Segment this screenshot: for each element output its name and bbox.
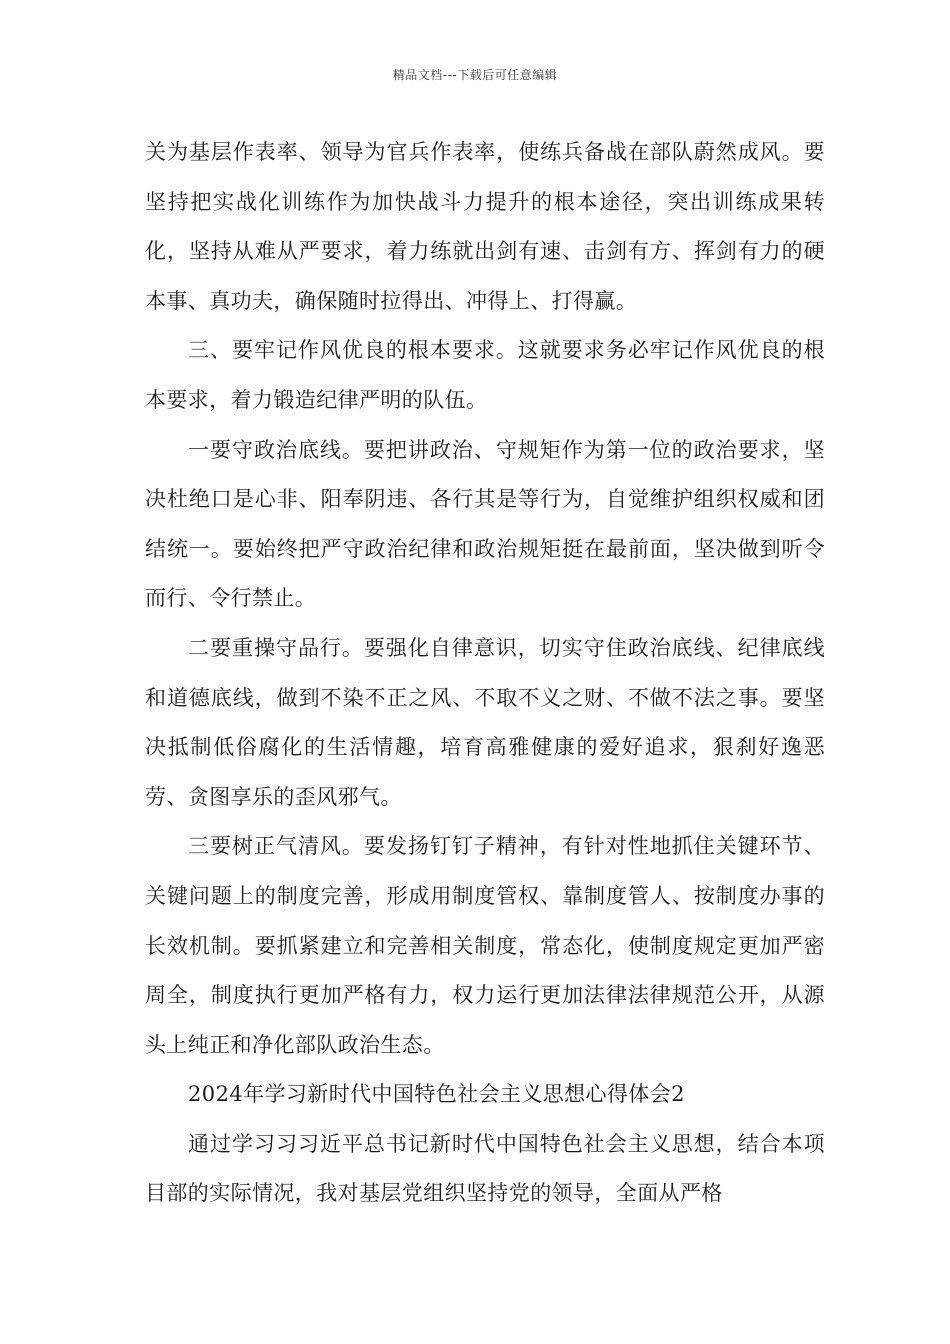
paragraph-4: 二要重操守品行。要强化自律意识，切实守住政治底线、纪律底线和道德底线，做到不染不正之风、不取不义之财、不做不法之事。要坚决抵制低俗腐化的生活情趣，培育高雅健康的爱好追求，狠刹好逸恶劳、贪图享乐的歪风邪气。	[145, 635, 825, 809]
paragraph-3: 一要守政治底线。要把讲政治、守规矩作为第一位的政治要求，坚决杜绝口是心非、阳奉阴违、各行其是等行为，自觉维护组织权威和团结统一。要始终把严守政治纪律和政治规矩挺在最前面，坚决做到听令而行、令行禁止。	[145, 437, 825, 611]
document-body	[145, 128, 825, 1219]
paragraph-5: 三要树正气清风。要发扬钉钉子精神，有针对性地抓住关键环节、关键问题上的制度完善，形成用制度管权、靠制度管人、按制度办事的长效机制。要抓紧建立和完善相关制度，常态化，使制度规定更加严密周全，制度执行更加严格有力，权力运行更加法律法律规范公开，从源头上纯正和净化部队政治生态。	[145, 834, 825, 1057]
paragraph-1: 关为基层作表率、领导为官兵作表率，使练兵备战在部队蔚然成风。要坚持把实战化训练作为加快战斗力提升的根本途径，突出训练成果转化，坚持从难从严要求，着力练就出剑有速、击剑有方、挥剑有力的硬本事、真功夫，确保随时拉得出、冲得上、打得赢。	[145, 140, 825, 313]
section-heading: 2024年学习新时代中国特色社会主义思想心得体会2	[188, 1082, 685, 1107]
paragraph-2: 三、要牢记作风优良的根本要求。这就要求务必牢记作风优良的根本要求，着力锻造纪律严明的队伍。	[145, 338, 825, 412]
page-header: 精品文档---下载后可任意编辑	[392, 68, 558, 82]
paragraph-7: 通过学习习习近平总书记新时代中国特色社会主义思想，结合本项目部的实际情况，我对基层党组织坚持党的领导，全面从严格	[145, 1131, 825, 1206]
